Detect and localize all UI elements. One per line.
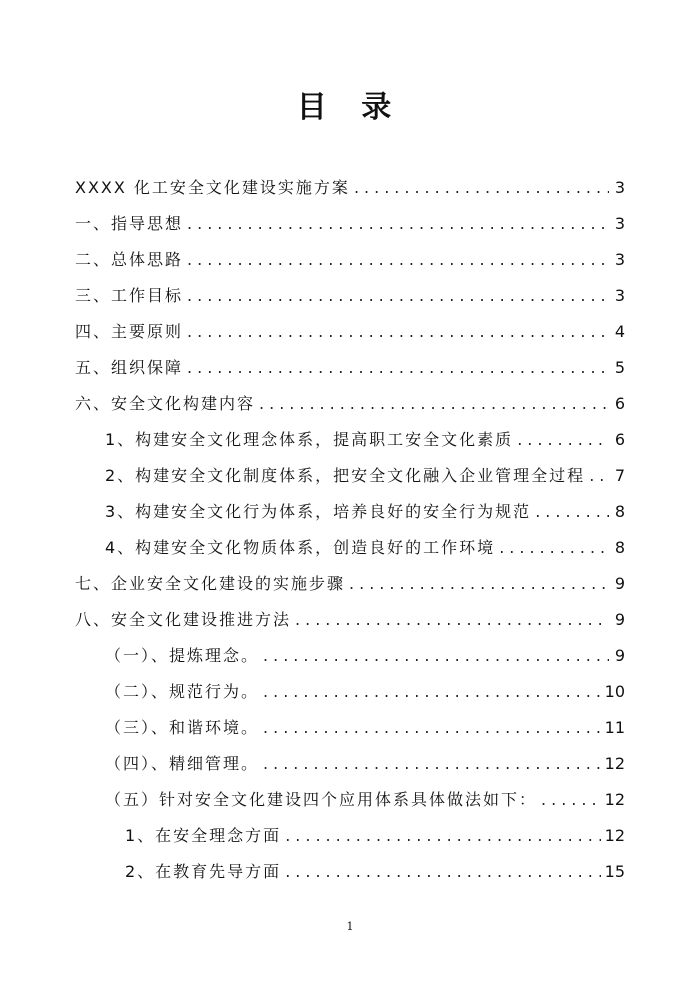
toc-entry[interactable] [0, 454, 625, 486]
toc-leader-dots [259, 394, 609, 414]
toc-entry-label: 3、构建安全文化行为体系，培养良好的安全行为规范 [105, 502, 532, 521]
toc-entry-label: （二）、规范行为。 [105, 682, 260, 701]
toc-entry[interactable] [0, 490, 625, 522]
toc-entry-page: 3 [614, 250, 625, 269]
toc-entry-page: 7 [614, 466, 625, 485]
toc-leader-dots [187, 358, 609, 378]
toc-entry-label: 2、构建安全文化制度体系，把安全文化融入企业管理全过程 [105, 466, 586, 485]
toc-entry[interactable] [0, 526, 625, 558]
toc-entry-page: 3 [614, 214, 625, 233]
toc-entry-page: 5 [614, 358, 625, 377]
toc-leader-dots [263, 718, 601, 738]
toc-entry-label: 六、安全文化构建内容 [75, 394, 256, 413]
toc-entry-page: 9 [614, 646, 625, 665]
toc-entry[interactable] [0, 418, 625, 450]
toc-entry-label: （一）、提炼理念。 [105, 646, 260, 665]
toc-leader-dots [263, 754, 601, 774]
toc-entry[interactable] [0, 346, 625, 378]
toc-leader-dots [285, 862, 600, 882]
toc-entry[interactable] [0, 202, 625, 234]
toc-leader-dots [263, 682, 601, 702]
toc-entry-page: 6 [614, 430, 625, 449]
toc-entry-label: 1、在安全理念方面 [125, 826, 282, 845]
toc-entry-page: 9 [614, 574, 625, 593]
toc-entry-page: 4 [614, 322, 625, 341]
toc-entry-page: 12 [604, 754, 625, 773]
toc-entry-page: 9 [614, 610, 625, 629]
toc-entry-page: 10 [604, 682, 625, 701]
toc-entry[interactable] [0, 814, 625, 846]
toc-entry[interactable] [0, 166, 625, 198]
toc-entry-page: 15 [604, 862, 625, 881]
toc-entry[interactable] [0, 634, 625, 666]
toc-entry-page: 3 [614, 286, 625, 305]
page-title: 目 录 [296, 90, 404, 125]
toc-entry-page: 12 [604, 790, 625, 809]
toc-entry[interactable] [0, 382, 625, 414]
toc-entry-label: 一、指导思想 [75, 214, 184, 233]
toc-entry[interactable] [0, 274, 625, 306]
toc-entry[interactable] [0, 598, 625, 630]
toc-entry-page: 11 [604, 718, 625, 737]
toc-leader-dots [541, 790, 601, 810]
toc-leader-dots [535, 502, 609, 522]
toc-entry-label: （四）、精细管理。 [105, 754, 260, 773]
toc-entry-label: 1、构建安全文化理念体系，提高职工安全文化素质 [105, 430, 514, 449]
toc-entry-label: 2、在教育先导方面 [125, 862, 282, 881]
toc-entry-page: 8 [614, 538, 625, 557]
toc-leader-dots [349, 574, 609, 594]
toc-entry[interactable] [0, 238, 625, 270]
toc-entry[interactable] [0, 670, 625, 702]
toc-leader-dots [589, 466, 609, 486]
toc-leader-dots [295, 610, 609, 630]
toc-entry[interactable] [0, 742, 625, 774]
toc-entry-label: 七、企业安全文化建设的实施步骤 [75, 574, 346, 593]
toc-leader-dots [499, 538, 609, 558]
toc-entry-page: 12 [604, 826, 625, 845]
toc-entry[interactable] [0, 562, 625, 594]
toc-entry[interactable] [0, 310, 625, 342]
toc-entry-label: 五、组织保障 [75, 358, 184, 377]
toc-entry-page: 3 [614, 178, 625, 197]
toc-leader-dots [187, 214, 609, 234]
toc-leader-dots [263, 646, 609, 666]
toc-entry-label: 八、安全文化建设推进方法 [75, 610, 292, 629]
toc-entry-label: 二、总体思路 [75, 250, 184, 269]
toc-entry[interactable] [0, 850, 625, 882]
toc-entry-label: （三）、和谐环境。 [105, 718, 260, 737]
toc-leader-dots [187, 250, 609, 270]
toc-entry-label: 四、主要原则 [75, 322, 184, 341]
toc-entry-label: 三、工作目标 [75, 286, 184, 305]
toc-leader-dots [354, 178, 609, 198]
toc-entry[interactable] [0, 778, 625, 810]
toc-entry-label: XXXX 化工安全文化建设实施方案 [75, 178, 350, 197]
toc-leader-dots [187, 322, 609, 342]
toc-entry-label: 4、构建安全文化物质体系，创造良好的工作环境 [105, 538, 496, 557]
toc-leader-dots [285, 826, 600, 846]
toc-entry-page: 8 [614, 502, 625, 521]
toc-entry-page: 6 [614, 394, 625, 413]
page-number: 1 [346, 920, 354, 933]
toc-leader-dots [187, 286, 609, 306]
toc-entry[interactable] [0, 706, 625, 738]
toc-entry-label: （五）针对安全文化建设四个应用体系具体做法如下： [105, 790, 538, 809]
toc-leader-dots [517, 430, 609, 450]
